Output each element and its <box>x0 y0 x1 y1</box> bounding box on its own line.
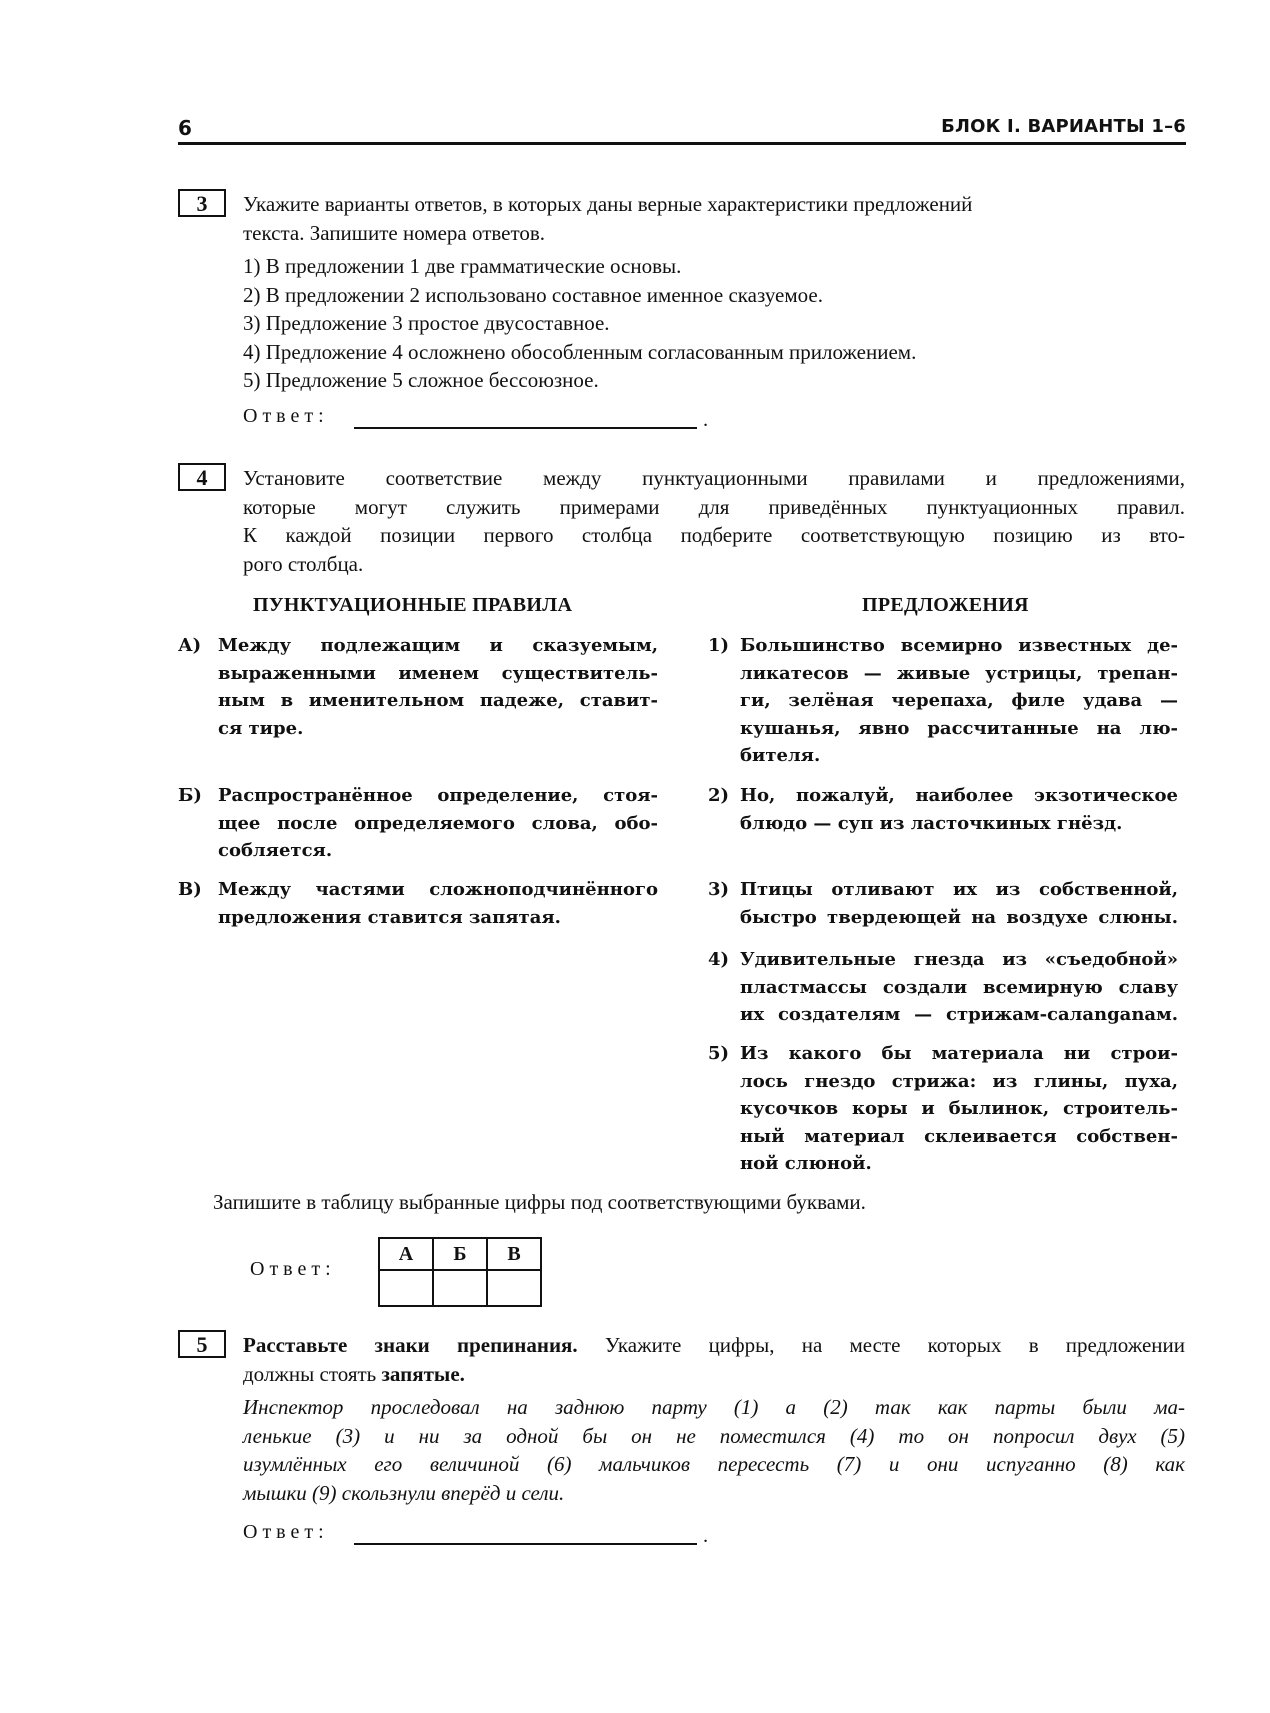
rules-column-header: ПУНКТУАЦИОННЫЕ ПРАВИЛА <box>253 594 573 616</box>
sentence-line: Из какого бы материала ни строи- <box>740 1043 1178 1064</box>
answer-table-header-v: В <box>487 1238 541 1270</box>
answer-table <box>378 1237 542 1307</box>
rule-line: ным в именительном падеже, ставит- <box>218 690 658 711</box>
sentence-label: 5) <box>708 1043 730 1064</box>
task4-prompt-line: К каждой позиции первого столбца подберите соответствующую позицию из вто- <box>243 523 1185 548</box>
task5-prompt-line <box>243 1331 1185 1360</box>
answer-label: Ответ: <box>243 405 329 427</box>
sentence-line: Но, пожалуй, наиболее экзотическое <box>740 785 1178 806</box>
task5-sentence-line: мышки (9) скользнули вперёд и сели. <box>243 1480 565 1505</box>
header-rule <box>178 142 1186 145</box>
answer-table-header-a: А <box>379 1238 433 1270</box>
task5-prompt-bold: запятые. <box>381 1361 465 1386</box>
sentence-line: ный материал склеивается собствен- <box>740 1125 1178 1147</box>
sentence-label: 4) <box>708 949 730 970</box>
sentence-line: лось гнездо стрижа: из глины, пуха, <box>740 1070 1178 1092</box>
rule-line: Распространённое определение, стоя- <box>218 785 658 806</box>
task5-prompt-bold: Расставьте знаки препинания. <box>243 1333 578 1357</box>
sentence-line: ги, зелёная черепаха, филе удава — <box>740 690 1178 711</box>
task-number-box: 4 <box>178 463 226 491</box>
sentence-line: их создателям — стрижам-салanganам. <box>740 1004 1178 1025</box>
sentence-line: быстро твердеющей на воздухе слюны. <box>740 906 1178 928</box>
sentence-label: 3) <box>708 879 730 900</box>
page-number: 6 <box>178 116 192 140</box>
rule-line: предложения ставится запятая. <box>218 906 561 928</box>
sentence-line: кусочков коры и былинок, строитель- <box>740 1098 1178 1119</box>
task5-prompt <box>243 1331 1185 1388</box>
sentence-line: Большинство всемирно известных де- <box>740 635 1178 656</box>
task-number-box: 5 <box>178 1330 226 1358</box>
answer-period: . <box>703 409 709 431</box>
task4-prompt-line: Установите соответствие между пунктуационными правилами и предложениями, <box>243 466 1185 490</box>
sentence-line: Удивительные гнезда из «съедобной» <box>740 949 1178 970</box>
task3-prompt-line: текста. Запишите номера ответов. <box>243 220 546 245</box>
rule-label: Б) <box>178 785 202 806</box>
rule-label: В) <box>178 879 202 900</box>
rule-line: Между частями сложноподчинённого <box>218 879 658 900</box>
task-number-box: 3 <box>178 189 226 217</box>
task3-option: 4) Предложение 4 осложнено обособленным согласованным приложением. <box>243 339 917 364</box>
answer-input-line[interactable] <box>354 427 697 429</box>
sentence-line: Птицы отливают их из собственной, <box>740 879 1178 900</box>
task4-prompt-line: которые могут служить примерами для приведённых пунктуационных правил. <box>243 494 1185 519</box>
sentence-label: 1) <box>708 635 730 656</box>
sentences-column-header: ПРЕДЛОЖЕНИЯ <box>862 594 1029 616</box>
sentence-line: ликатесов — живые устрицы, трепан- <box>740 662 1178 684</box>
task3-option: 1) В предложении 1 две грамматические основы. <box>243 254 682 278</box>
rule-line: щее после определяемого слова, обо- <box>218 812 658 834</box>
answer-cell-b[interactable] <box>433 1270 487 1306</box>
sentence-line: ной слюной. <box>740 1153 872 1174</box>
task5-prompt-text: Укажите цифры, на месте которых в предложении <box>577 1333 1186 1357</box>
task5-prompt-text: должны стоять <box>243 1361 382 1386</box>
task3-prompt-line: Укажите варианты ответов, в которых даны верные характеристики предложений <box>243 192 973 216</box>
task5-sentence-line: ленькие (3) и ни за одной бы он не поместился (4) то он попросил двух (5) <box>243 1423 1185 1448</box>
rule-line: собляется. <box>218 840 333 861</box>
answer-label: Ответ: <box>243 1521 329 1543</box>
rule-line: выраженными именем существитель- <box>218 662 658 684</box>
answer-table-header-b: Б <box>433 1238 487 1270</box>
task4-prompt-line: рого столбца. <box>243 551 364 576</box>
task5-prompt-line <box>243 1360 1185 1389</box>
section-title: БЛОК I. ВАРИАНТЫ 1–6 <box>941 116 1186 137</box>
task3-options <box>243 252 1185 395</box>
task3-prompt <box>243 190 1185 247</box>
answer-input-line[interactable] <box>354 1543 697 1545</box>
rule-label: А) <box>178 635 202 656</box>
answer-cell-v[interactable] <box>487 1270 541 1306</box>
task5-sentence-line: изумлённых его величиной (6) мальчиков пересесть (7) и они испуганно (8) как <box>243 1452 1185 1477</box>
task3-option: 5) Предложение 5 сложное бессоюзное. <box>243 368 599 393</box>
task4-prompt <box>243 464 1185 578</box>
sentence-line: кушанья, явно рассчитанные на лю- <box>740 717 1178 739</box>
sentence-line: пластмассы создали всемирную славу <box>740 976 1178 998</box>
task5-sentence-line: Инспектор проследовал на заднюю парту (1) а (2) так как парты были ма- <box>243 1395 1185 1419</box>
answer-period: . <box>703 1525 709 1547</box>
table-instruction: Запишите в таблицу выбранные цифры под соответствующими буквами. <box>213 1190 866 1214</box>
answer-cell-a[interactable] <box>379 1270 433 1306</box>
sentence-label: 2) <box>708 785 730 806</box>
sentence-line: блюдо — суп из ласточкиных гнёзд. <box>740 812 1123 834</box>
task5-sentence <box>243 1393 1185 1507</box>
sentence-line: бителя. <box>740 745 821 766</box>
task3-option: 3) Предложение 3 простое двусоставное. <box>243 311 610 336</box>
rule-line: Между подлежащим и сказуемым, <box>218 635 658 656</box>
rule-line: ся тире. <box>218 717 304 739</box>
task3-option: 2) В предложении 2 использовано составное именное сказуемое. <box>243 282 823 307</box>
answer-label: Ответ: <box>250 1258 336 1280</box>
